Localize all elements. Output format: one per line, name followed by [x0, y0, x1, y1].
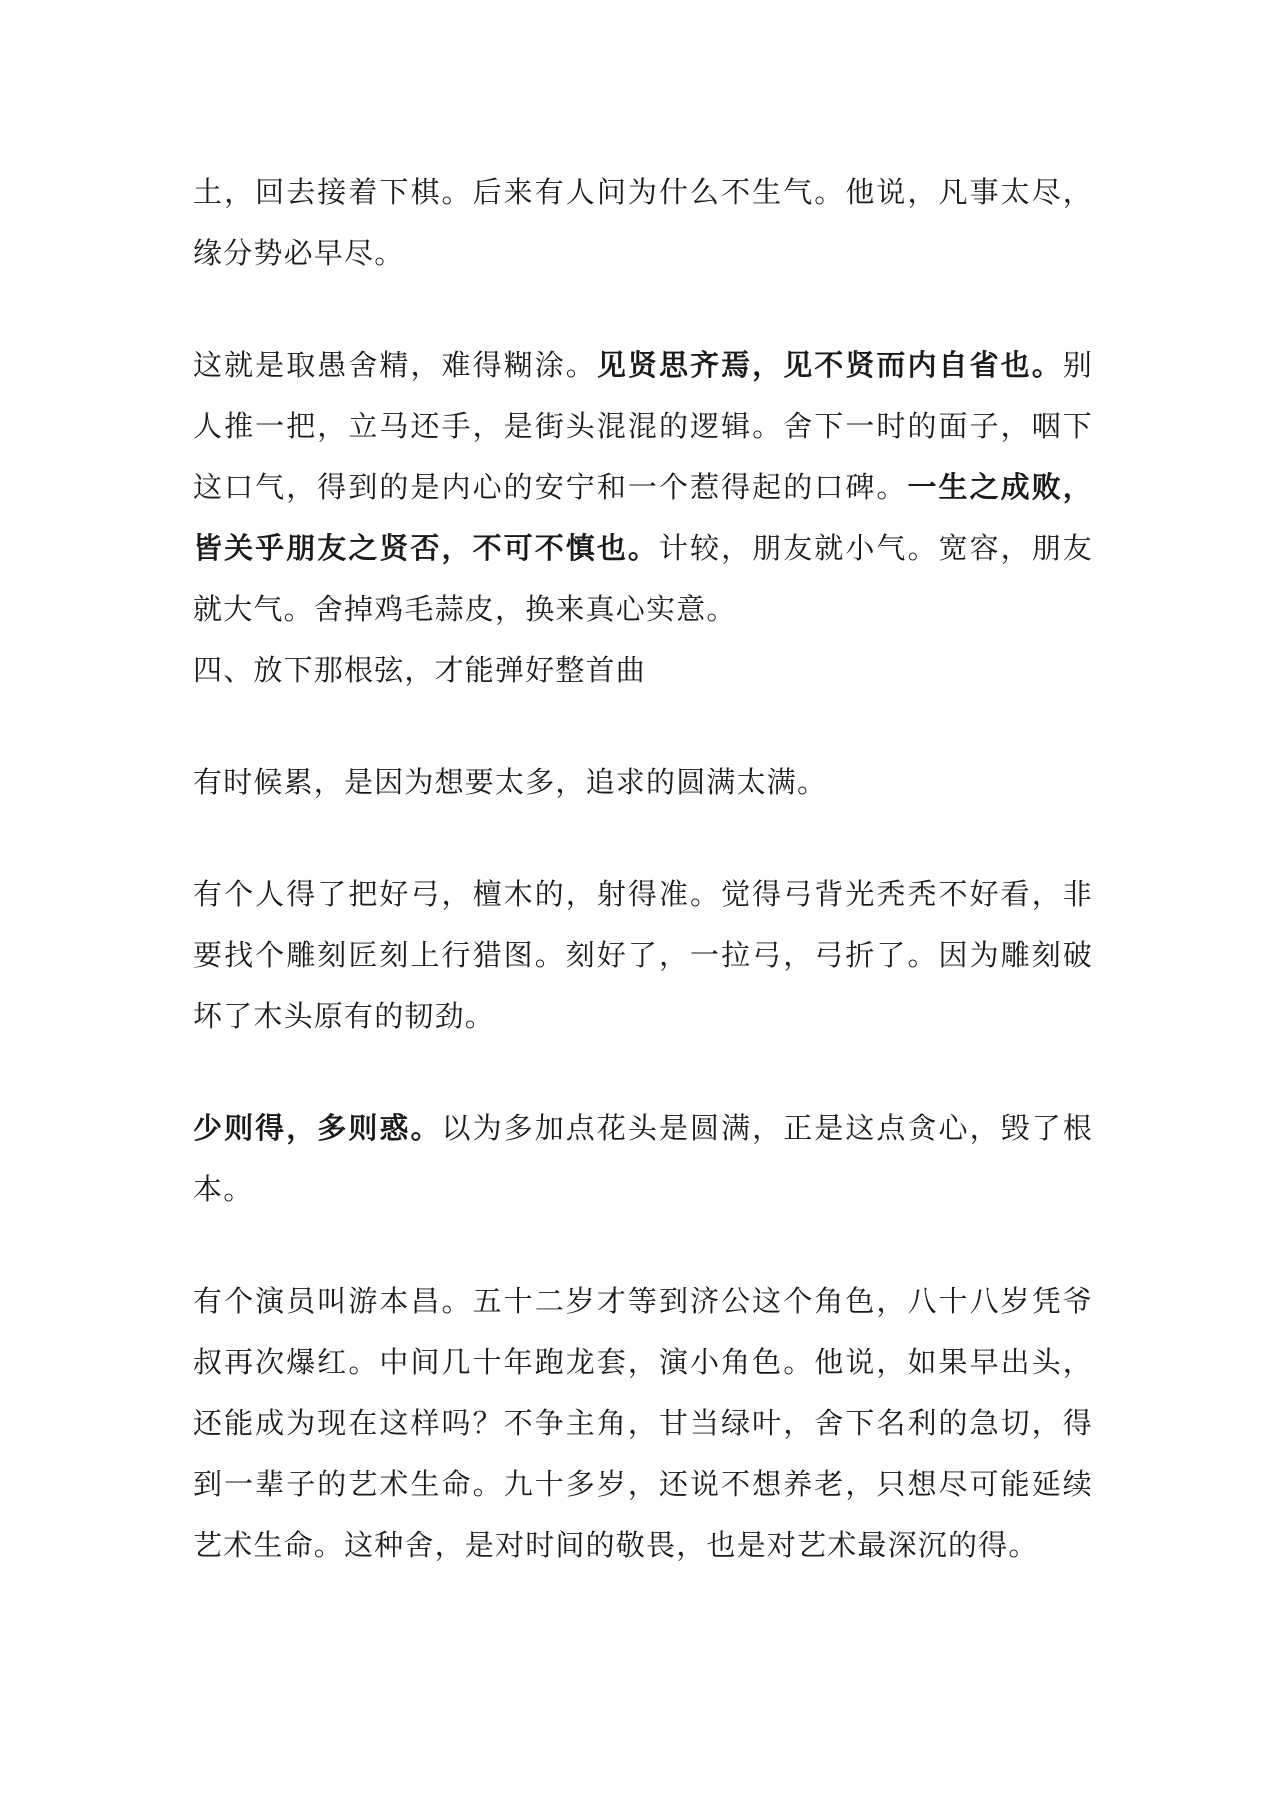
text-span: 别人推一把，立马还手，是街头混混的逻辑。舍下一时的面子，咽下这口气，得到的是内心的安宁和一个惹得起的口碑。: [193, 348, 1093, 504]
bold-quote: 少则得，多则惑。: [193, 1111, 442, 1145]
bold-quote: 一生之成败，皆关乎朋友之贤否，不可不慎也。: [193, 470, 1094, 565]
paragraph-actor-story: [193, 1271, 1093, 1576]
paragraph-foolish-wisdom: [193, 335, 1093, 640]
document-page: [193, 162, 1093, 1576]
paragraph-tired: [193, 752, 1093, 813]
text-span: 这就是取愚舍精，难得糊涂。: [193, 348, 597, 382]
paragraph-chess-ending: [193, 162, 1093, 284]
heading-text: 四、放下那根弦，才能弹好整首曲: [193, 653, 647, 687]
text-span: 有个演员叫游本昌。五十二岁才等到济公这个角色，八十八岁凭爷叔再次爆红。中间几十年跑龙套，演小角色。他说，如果早出头，还能成为现在这样吗？不争主角，甘当绿叶，舍下名利的急切，得到一辈子的艺术生命。九十多岁，还说不想养老，只想尽可能延续艺术生命。这种舍，是对时间的敬畏，也是对艺术最深沉的得。: [193, 1284, 1093, 1562]
text-span: 以为多加点花头是圆满，正是这点贪心，毁了根本。: [193, 1111, 1093, 1206]
section-heading: [193, 640, 1093, 701]
text-span: 有个人得了把好弓，檀木的，射得准。觉得弓背光秃秃不好看，非要找个雕刻匠刻上行猎图。刻好了，一拉弓，弓折了。因为雕刻破坏了木头原有的韧劲。: [193, 877, 1093, 1033]
text-span: 有时候累，是因为想要太多，追求的圆满太满。: [193, 765, 828, 799]
paragraph-less-is-more: [193, 1098, 1093, 1220]
paragraph-bow-story: [193, 864, 1093, 1047]
text-span: 土，回去接着下棋。后来有人问为什么不生气。他说，凡事太尽，缘分势必早尽。: [193, 175, 1093, 270]
bold-quote: 见贤思齐焉，见不贤而内自省也。: [596, 348, 1063, 382]
text-span: 计较，朋友就小气。宽容，朋友就大气。舍掉鸡毛蒜皮，换来真心实意。: [193, 531, 1093, 626]
